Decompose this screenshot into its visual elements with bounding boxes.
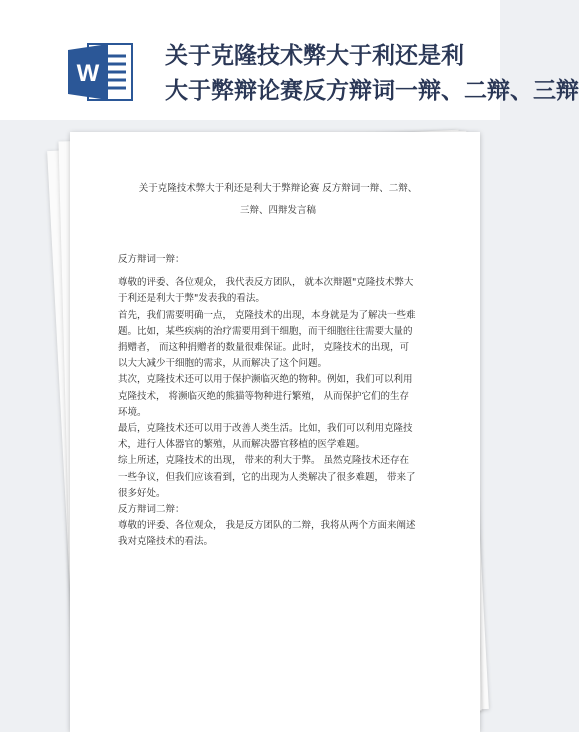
paragraph: 其次，克隆技术还可以用于保护濒临灭绝的物种。例如，我们可以利用克隆技术， 将濒临灭绝的熊猫等物种进行繁殖， 从而保护它们的生存环境。 <box>118 374 413 418</box>
section-heading: 反方辩词一辩： <box>118 254 185 265</box>
section-heading: 反方辩词二辩： <box>118 504 185 516</box>
document-title-line-1: 关于克隆技术弊大于利还是利大于弊辩论赛 反方辩词一辩、二辩、 <box>138 183 418 194</box>
page-title-line-1: 关于克隆技术弊大于利还是利 <box>165 42 464 69</box>
page-title <box>165 38 579 118</box>
word-document-icon <box>66 40 136 104</box>
paragraph: 最后，克隆技术还可以用于改善人类生活。比如，我们可以利用克隆技术，进行人体器官的繁殖，从而解决器官移植的医学难题。 <box>118 423 413 451</box>
page-title-line-2: 大于弊辩论赛反方辩词一辩、二辩、三辩 <box>165 77 579 104</box>
document-page <box>70 132 480 732</box>
document-title <box>128 178 428 222</box>
paragraph: 首先，我们需要明确一点， 克隆技术的出现，本身就是为了解决一些难题。比如，某些疾病的治疗需要用到干细胞，而干细胞往往需要大量的捐赠者， 而这种捐赠者的数量很难保证。此时， 克隆技术的出现，可以大大减少干细胞的需求，从而解决了这个问题。 <box>118 309 416 370</box>
word-icon-letter: W <box>76 60 100 87</box>
paragraph: 尊敬的评委、各位观众， 我是反方团队的二辩，我将从两个方面来阐述我对克隆技术的看法。 <box>118 520 416 548</box>
document-title-line-2: 三辩、四辩发言稿 <box>239 205 316 216</box>
paragraph: 尊敬的评委、各位观众， 我代表反方团队， 就本次辩题"克隆技术弊大于利还是利大于弊"发表我的看法。 <box>118 277 414 305</box>
document-body <box>118 252 418 551</box>
header-banner <box>0 0 579 120</box>
paragraph: 综上所述，克隆技术的出现， 带来的利大于弊。 虽然克隆技术还存在一些争议，但我们应该看到，它的出现为人类解决了很多难题， 带来了很多好处。 <box>118 455 416 499</box>
